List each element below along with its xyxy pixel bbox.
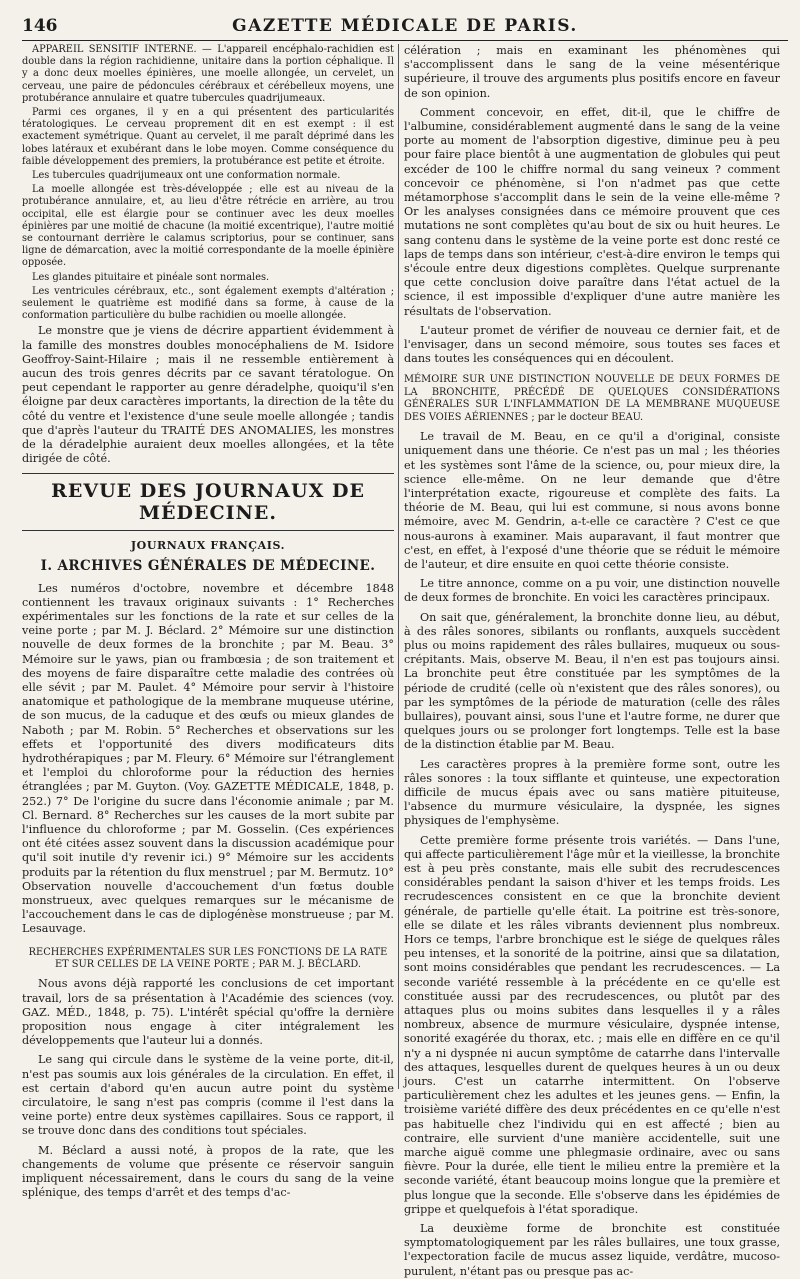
column-divider <box>398 44 399 1089</box>
beau-heading: MÉMOIRE SUR UNE DISTINCTION NOUVELLE DE DEUX FORMES DE LA BRONCHITE, PRÉCÉDÉ DE QUELQUES CONSIDÉRATIONS GÉNÉRALES SUR L'INFLAMMATION DE LA MEMBRANE MUQUEUSE DES VOIES AÉRIENNES ; par le docteur BEAU. <box>404 374 780 423</box>
right-column <box>404 44 780 1278</box>
anatomy-paragraph: Les tubercules quadrijumeaux ont une conformation normale. <box>32 170 341 182</box>
page-header <box>22 14 788 41</box>
beclard-paragraph: Nous avons déjà rapporté les conclusions de cet important travail, lors de sa présentation à l'Académie des sciences (voy. GAZ. MÉD., 1848, p. 75). L'intérêt spécial qu'offre la dernière proposition nous engage à citer intégralement les développements que l'auteur lui a donnés. <box>22 977 394 1048</box>
left-column <box>22 44 394 1200</box>
beclard-continuation <box>404 44 780 366</box>
beau-paragraph: Les caractères propres à la première forme sont, outre les râles sonores : la toux sifflante et quinteuse, une expectoration difficile de mucus épais avec ou sans matière pituiteuse, l'absence du murmure vésiculaire, la dyspnée, les signes physiques de l'emphysème. <box>404 757 780 828</box>
beau-paragraph: La deuxième forme de bronchite est constituée symptomatologiquement par les râles bullaires, une toux grasse, l'expectoration facile de mucus assez liquide, verdâtre, mucoso-purulent, n'étant pas ou presque pas ac- <box>404 1222 780 1278</box>
anatomy-paragraph: Les ventricules cérébraux, etc., sont également exempts d'altération ; seulement le quatrième est modifié dans sa forme, à cause de la conformation particulière du bulbe rachidien ou moelle allongée. <box>22 285 394 322</box>
page-columns <box>22 44 788 1278</box>
anatomy-paragraph: La moelle allongée est très-développée ; elle est au niveau de la protubérance annulaire, et, au lieu d'être rétrécie en arrière, au trou occipital, elle est élargie pour se continuer avec les deux moelles épinières par une moitié de chacune (la moitié excentrique), l'autre moitié se contournant derrière le calamus scriptorius, pour se continuer, sans ligne de démarcation, avec la moitié correspondante de la moelle épinière opposée. <box>22 184 394 269</box>
right-paragraph: Comment concevoir, en effet, dit-il, que le chiffre de l'albumine, considérablement augmenté dans le sang de la veine porte au moment de l'absorption digestive, diminue peu à peu pour faire place bientôt à une augmentation de globules qui peut excéder de 100 le chiffre normal du sang veineux ? comment concevoir ce phénomène, si l'on n'admet pas que cette métamorphose s'accomplit dans le sein de la veine elle-même ? Or les analyses consignées dans ce mémoire prouvent que ces mutations ne sont complètes qu'au bout de six ou huit heures. Le sang contenu dans le système de la veine porte est donc resté ce laps de temps dans son intérieur, c'est-à-dire environ le temps qui s'écoule entre deux digestions complètes. Quelque surprenante que cette conclusion doive paraître dans l'état actuel de la science, il est impossible d'expliquer d'une autre manière les résultats de l'observation. <box>404 105 780 318</box>
beau-paragraph: Cette première forme présente trois variétés. — Dans l'une, qui affecte particulièrement l'âge mûr et la vieillesse, la bronchite est à peu près constante, mais elle subit des recrudescences considérables pendant la saison d'hiver et les temps froids. Les recrudescences consistent en ce que la bronchite devient générale, de partielle qu'elle était. La poitrine est très-sonore, elle se dilate et les râles vibrants deviennent plus nombreux. Hors ce temps, l'arbre bronchique est le siége de quelques râles peu intenses, et la sonorité de la poitrine, ainsi que sa dilatation, sont moins considérables que pendant les recrudescences. — La seconde variété ressemble à la précédente en ce qu'elle est constituée aussi par des recrudescences, ou plutôt par des attaques plus ou moins subites dans lesquelles il y a râles nombreux, absence de murmure vésiculaire, dyspnée intense, sonorité exagérée du thorax, etc. ; mais elle en diffère en ce qu'il n'y a ni dyspnée ni aucun symptôme de catarrhe dans l'intervalle des attaques, lesquelles durent de quelques heures à un ou deux jours. C'est un catarrhe intermittent. On l'observe particulièrement chez les adultes et les jeunes gens. — Enfin, la troisième variété diffère des deux précédentes en ce qu'elle n'est pas habituelle chez l'individu qui en est affecté ; bien au contraire, elle survient d'une manière accidentelle, suit une marche aiguë comme une phlegmasie ordinaire, avec ou sans fièvre. Pour la durée, elle tient le milieu entre la première et la seconde variété, étant beaucoup moins longue que la première et plus longue que la seconde. Elle s'observe dans les épidémies de grippe et quelquefois à l'état sporadique. <box>404 833 780 1216</box>
journal-title: GAZETTE MÉDICALE DE PARIS. <box>232 16 578 36</box>
section-title: REVUE DES JOURNAUX DE MÉDECINE. <box>22 473 394 531</box>
archives-section <box>22 582 394 937</box>
right-paragraph: L'auteur promet de vérifier de nouveau ce dernier fait, et de l'envisager, dans un second mémoire, sous toutes ses faces et dans toutes les conséquences qui en découlent. <box>404 323 780 366</box>
beau-section <box>404 430 780 1279</box>
beclard-section <box>22 977 394 1200</box>
beau-paragraph: On sait que, généralement, la bronchite donne lieu, au début, à des râles sonores, sibilants ou ronflants, auxquels succèdent plus ou moins rapidement des râles bullaires, muqueux ou sous-crépitants. Mais, observe M. Beau, il n'en est pas toujours ainsi. La bronchite peut être constituée par les symptômes de la période de crudité (celle où n'existent que des râles sonores), ou par les symptômes de la période de maturation (celle des râles bullaires), pouvant ainsi, sous l'une et l'autre forme, ne durer que quelques jours ou se prolonger fort longtemps. Telle est la base de la distinction établie par M. Beau. <box>404 610 780 752</box>
archives-paragraph: Les numéros d'octobre, novembre et décembre 1848 contiennent les travaux originaux suivants : 1° Recherches expérimentales sur les fonctions de la rate et sur celles de la veine porte ; par M. J. Béclard. 2° Mémoire sur une distinction nouvelle de deux formes de la bronchite ; par M. Beau. 3° Mémoire sur le yaws, pian ou frambœsia ; de son traitement et des moyens de faire disparaître cette maladie des contrées où elle sévit ; par M. Paulet. 4° Mémoire pour servir à l'histoire anatomique et pathologique de la membrane muqueuse utérine, de son mucus, de la caduque et des œufs ou mieux glandes de Naboth ; par M. Robin. 5° Recherches et observations sur les effets et l'opportunité des divers modificateurs dits hydrothérapiques ; par M. Fleury. 6° Mémoire sur l'étranglement et l'emploi du chloroforme pour la réduction des hernies étranglées ; par M. Guyton. (Voy. GAZETTE MÉDICALE, 1848, p. 252.) 7° De l'origine du sucre dans l'économie animale ; par M. Cl. Bernard. 8° Recherches sur les causes de la mort subite par l'influence du chloroforme ; par M. Gosselin. (Ces expériences ont été citées assez souvent dans la discussion académique pour qu'il soit inutile d'y revenir ici.) 9° Mémoire sur les accidents produits par la rétention du flux menstruel ; par M. Bermutz. 10° Observation nouvelle d'accouchement d'un fœtus double monstrueux, avec quelques remarques sur le mécanisme de l'accouchement dans le cas de diplogénèse monstrueuse ; par M. Lesauvage. <box>22 581 394 936</box>
monster-paragraph: Le monstre que je viens de décrire appartient évidemment à la famille des monstres doubles monocéphaliens de M. Isidore Geoffroy-Saint-Hilaire ; mais il ne ressemble entièrement à aucun des trois genres décrits par ce savant tératologue. On peut cependant le rapporter au genre déradelphe, quoiqu'il s'en éloigne par deux caractères importants, la direction de la tête du côté du ventre et l'existence d'une seule moelle allongée ; tandis que d'après l'auteur du TRAITÉ DES ANOMALIES, les monstres de la déradelphie auraient deux moelles allongées, et la tête dirigée de côté. <box>22 324 394 466</box>
page-number: 146 <box>22 16 58 36</box>
beau-paragraph: Le titre annonce, comme on a pu voir, une distinction nouvelle de deux formes de bronchite. En voici les caractères principaux. <box>404 577 780 605</box>
anatomy-paragraph: Parmi ces organes, il y en a qui présentent des particularités tératologiques. Le cerveau proprement dit en est exempt : il est exactement symétrique. Quant au cervelet, il me paraît déprimé dans les lobes latéraux et exubérant dans le lobe moyen. Comme conséquence du faible développement des premiers, la protubérance est petite et étroite. <box>22 107 394 167</box>
archives-title: I. ARCHIVES GÉNÉRALES DE MÉDECINE. <box>40 557 376 574</box>
beau-paragraph: Le travail de M. Beau, en ce qu'il a d'original, consiste uniquement dans une théorie. Ce n'est pas un mal ; les théories et les systèmes sont l'âme de la science, ou, pour mieux dire, la science elle-même. On ne leur demande que d'être l'interprétation exacte, rigoureuse et complète des faits. La théorie de M. Beau, qui lui est commune, si nous avons bonne mémoire, avec M. Gendrin, a-t-elle ce caractère ? C'est ce que nous-aurons à examiner. Mais auparavant, il faut montrer que c'est, en effet, à l'exposé d'une théorie que se réduit le mémoire de l'auteur, et dire ensuite en quoi cette théorie consiste. <box>404 430 780 571</box>
beclard-heading: RECHERCHES EXPÉRIMENTALES SUR LES FONCTIONS DE LA RATE ET SUR CELLES DE LA VEINE PORTE ; PAR M. J. BÉCLARD. <box>28 946 388 970</box>
anatomy-paragraph: APPAREIL SENSITIF INTERNE. — L'appareil encéphalo-rachidien est double dans la région rachidienne, unitaire dans la portion céphalique. Il y a donc deux moelles épinières, une moelle allongée, un cervelet, un cerveau, une paire de pédoncules cérébraux et cérébelleux moyens, une protubérance annulaire et quatre tubercules quadrijumeaux. <box>22 44 394 104</box>
subsection-title: JOURNAUX FRANÇAIS. <box>130 538 286 552</box>
anatomy-paragraph: Les glandes pituitaire et pinéale sont normales. <box>32 271 270 283</box>
beclard-paragraph: Le sang qui circule dans le système de la veine porte, dit-il, n'est pas soumis aux lois générales de la circulation. En effet, il est certain d'abord qu'en aucun autre point du système circulatoire, le sang n'est pas compris (comme il l'est dans la veine porte) entre deux systèmes capillaires. Sous ce rapport, il se trouve donc dans des conditions tout spéciales. <box>22 1053 394 1138</box>
anatomy-section <box>22 44 394 322</box>
right-paragraph: célération ; mais en examinant les phénomènes qui s'accomplissent dans le sang de la veine mésentérique supérieure, il trouve des arguments plus positifs encore en faveur de son opinion. <box>404 44 780 100</box>
monster-section <box>22 324 394 466</box>
beclard-paragraph: M. Béclard a aussi noté, à propos de la rate, que les changements de volume que présente ce réservoir sanguin impliquent nécessairement, dans le cours du sang de la veine splénique, des temps d'arrêt et des temps d'ac- <box>22 1143 394 1200</box>
